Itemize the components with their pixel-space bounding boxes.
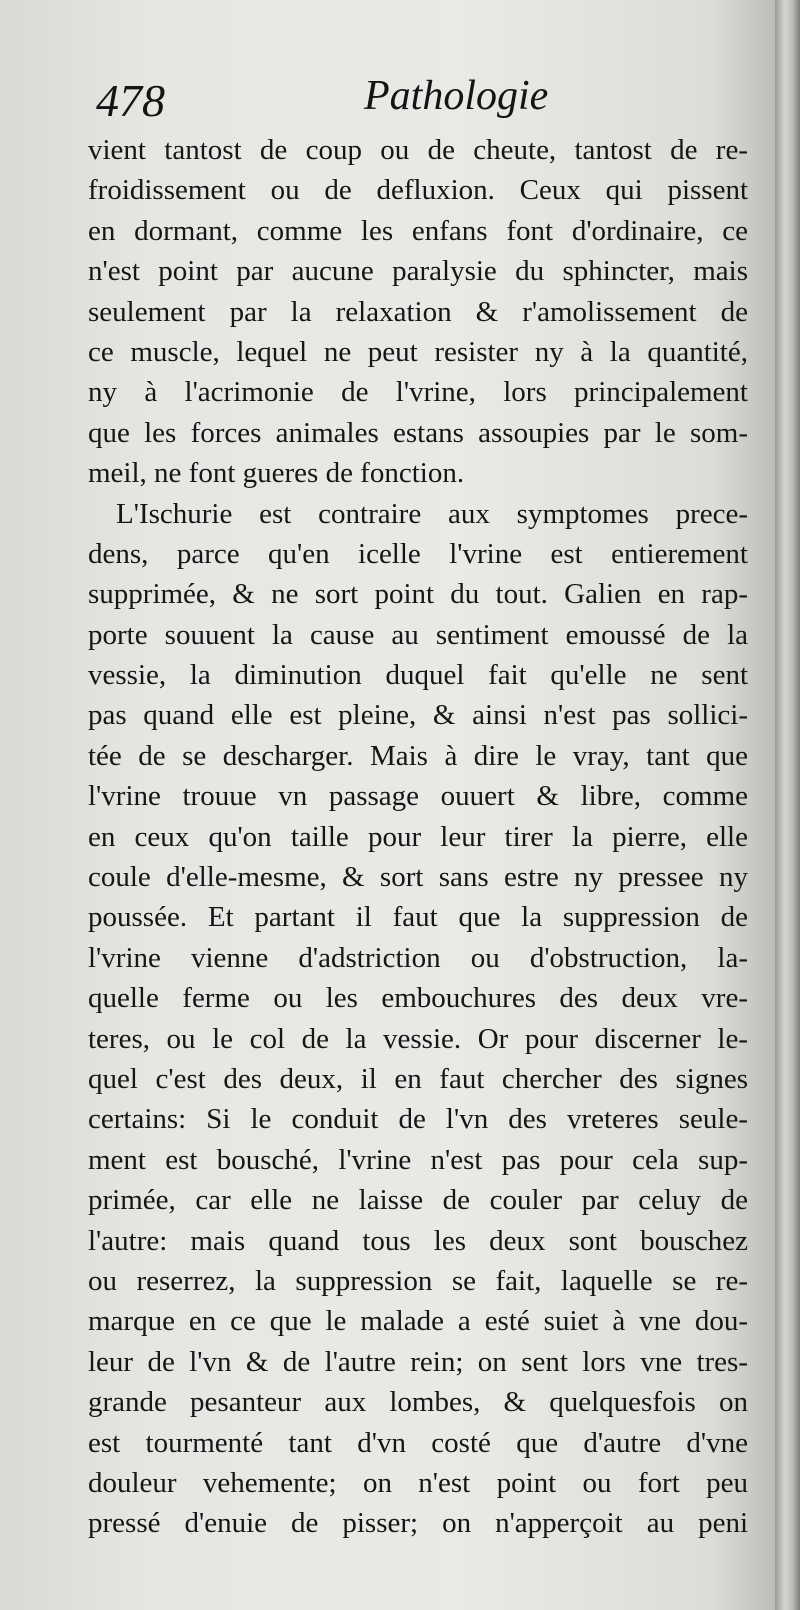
text-line: L'Ischurie est contraire aux symptomes prece- [116,497,748,530]
text-line: primée, car elle ne laisse de couler par celuy de [88,1184,748,1217]
text-line: quel c'est des deux, il en faut chercher des signes [88,1062,748,1095]
text-line: vessie, la diminution duquel fait qu'elle ne sent [88,659,748,692]
text-line: n'est point par aucune paralysie du sphincter, mais [88,255,748,288]
body-text [88,130,748,1544]
text-line: que les forces animales estans assoupies par le som- [88,416,748,449]
text-line: est tourmenté tant d'vn costé que d'autre d'vne [88,1426,748,1459]
text-line: certains: Si le conduit de l'vn des vreteres seule- [88,1103,748,1136]
text-line: quelle ferme ou les embouchures des deux vre- [88,982,748,1015]
text-line: supprimée, & ne sort point du tout. Galien en rap- [88,578,748,611]
text-line: tée de se descharger. Mais à dire le vray, tant que [88,739,748,772]
text-line: ny à l'acrimonie de l'vrine, lors principalement [88,376,748,409]
text-line: pressé d'enuie de pisser; on n'apperçoit au peni [88,1507,748,1540]
text-line: douleur vehemente; on n'est point ou fort peu [88,1466,748,1499]
text-line: pas quand elle est pleine, & ainsi n'est pas sollici- [88,699,748,732]
text-line: porte souuent la cause au sentiment emoussé de la [88,618,748,651]
text-line: l'vrine vienne d'adstriction ou d'obstruction, la- [88,941,748,974]
running-title: Pathologie [364,73,549,119]
page-number: 478 [96,75,165,126]
text-line: ce muscle, lequel ne peut resister ny à la quantité, [88,335,748,368]
text-line: en dormant, comme les enfans font d'ordinaire, ce [88,214,748,247]
text-line: ment est bousché, l'vrine n'est pas pour cela sup- [88,1143,748,1176]
page-header [96,72,566,132]
text-line: grande pesanteur aux lombes, & quelquesfois on [88,1386,748,1419]
text-line: l'vrine trouue vn passage ouuert & libre, comme [88,780,748,813]
text-line: ou reserrez, la suppression se fait, laquelle se re- [88,1264,748,1297]
text-line: coule d'elle-mesme, & sort sans estre ny pressee ny [88,861,748,894]
text-line: meil, ne font gueres de fonction. [88,457,465,490]
text-line: vient tantost de coup ou de cheute, tantost de re- [88,134,748,166]
text-line: poussée. Et partant il faut que la suppression de [88,901,748,934]
text-line: en ceux qu'on taille pour leur tirer la pierre, elle [88,820,748,853]
text-line: seulement par la relaxation & r'amolissement de [88,295,748,328]
text-line: dens, parce qu'en icelle l'vrine est entierement [88,537,748,570]
text-line: leur de l'vn & de l'autre rein; on sent lors vne tres- [88,1345,748,1378]
text-line: froidissement ou de defluxion. Ceux qui pissent [88,174,748,207]
text-line: marque en ce que le malade a esté suiet à vne dou- [88,1305,748,1338]
text-line: teres, ou le col de la vessie. Or pour discerner le- [88,1022,748,1055]
text-line: l'autre: mais quand tous les deux sont bouschez [88,1224,748,1257]
page-edge [775,0,800,1610]
